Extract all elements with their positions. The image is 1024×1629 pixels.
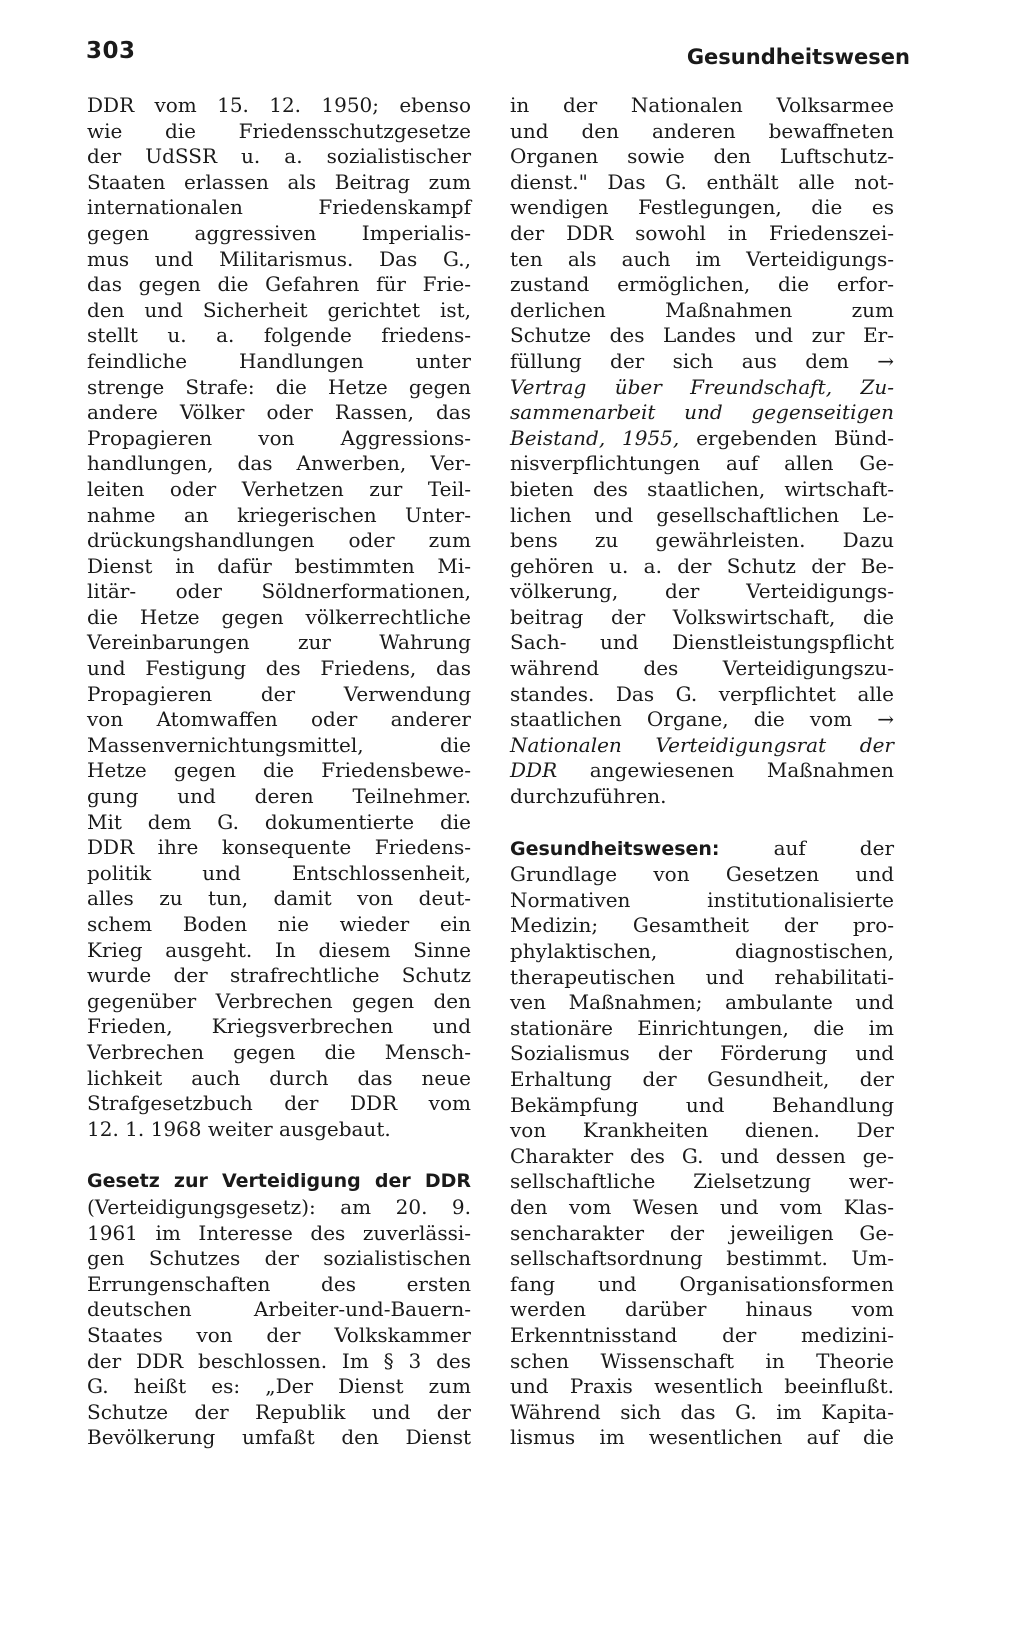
- cross-reference-fragment: DDR: [510, 758, 558, 783]
- entry-continuation-paragraph: [510, 93, 894, 810]
- text-line: politik und Entschlossenheit,: [87, 860, 471, 885]
- entry-headword: Gesetz zur Verteidigung der DDR: [87, 1170, 471, 1193]
- text-line: G. heißt es: „Der Dienst zum: [87, 1374, 471, 1399]
- text-line: lichkeit auch durch das neue: [87, 1065, 471, 1090]
- text-line: Verbrechen gegen die Mensch-: [87, 1039, 471, 1064]
- text-line: Schutze des Landes und zur Er-: [510, 323, 894, 348]
- text-line: Medizin; Gesamtheit der pro-: [510, 913, 894, 938]
- text-line: Frieden, Kriegsverbrechen und: [87, 1014, 471, 1039]
- text-line: andere Völker oder Rassen, das: [87, 400, 471, 425]
- text-line: Massenvernichtungsmittel, die: [87, 732, 471, 757]
- text-line: durchzuführen.: [510, 784, 667, 809]
- entry-continuation-paragraph: [87, 93, 471, 1142]
- cross-reference-arrow: →: [877, 348, 895, 373]
- text-line: wie die Friedensschutzgesetze: [87, 118, 471, 143]
- text-line: den vom Wesen und vom Klas-: [510, 1194, 894, 1219]
- text-line: gehören u. a. der Schutz der Be-: [510, 553, 894, 578]
- cross-reference-line: Vertrag über Freundschaft, Zu-: [510, 374, 894, 399]
- text-fragment: ergebenden Bünd-: [679, 425, 895, 450]
- text-line: während des Verteidigungszu-: [510, 656, 894, 681]
- running-head: Gesundheitswesen: [686, 45, 910, 69]
- text-line: gegenüber Verbrechen gegen den: [87, 988, 471, 1013]
- text-line: drückungshandlungen oder zum: [87, 528, 471, 553]
- text-line: phylaktischen, diagnostischen,: [510, 939, 894, 963]
- text-line: dienst." Das G. enthält alle not-: [510, 169, 894, 194]
- text-line: sencharakter der jeweiligen Ge-: [510, 1220, 894, 1245]
- text-line: stationäre Einrichtungen, die im: [510, 1015, 894, 1040]
- text-line: Normativen institutionalisierte: [510, 887, 894, 912]
- text-line: und den anderen bewaffneten: [510, 118, 894, 143]
- text-line: Charakter des G. und dessen ge-: [510, 1143, 894, 1168]
- text-line: bieten des staatlichen, wirtschaft-: [510, 476, 894, 501]
- text-line: lichen und gesellschaftlichen Le-: [510, 502, 894, 527]
- text-fragment: füllung der sich aus dem: [510, 348, 849, 373]
- text-line: DDR ihre konsequente Friedens-: [87, 835, 471, 860]
- text-line: gen Schutzes der sozialistischen: [87, 1246, 471, 1271]
- entry-gap: [87, 1142, 471, 1168]
- entry-gesundheitswesen: [510, 836, 894, 1451]
- text-line: in der Nationalen Volksarmee: [510, 93, 894, 117]
- text-line: nahme an kriegerischen Unter-: [87, 502, 471, 527]
- text-line: der UdSSR u. a. sozialistischer: [87, 144, 471, 169]
- text-line: Staaten erlassen als Beitrag zum: [87, 169, 471, 194]
- text-line: Erkenntnisstand der medizini-: [510, 1322, 894, 1347]
- text-line: handlungen, das Anwerben, Ver-: [87, 451, 471, 476]
- text-line: Schutze der Republik und der: [87, 1399, 471, 1424]
- text-line: und Praxis wesentlich beeinflußt.: [510, 1374, 894, 1399]
- text-line: Bekämpfung und Behandlung: [510, 1092, 894, 1117]
- text-line: gegen aggressiven Imperialis-: [87, 220, 471, 245]
- text-line-mixed: [510, 426, 894, 452]
- entry-body: [87, 1195, 471, 1451]
- text-line: völkerung, der Verteidigungs-: [510, 579, 894, 604]
- text-line: fang und Organisationsformen: [510, 1271, 894, 1296]
- text-line: 1961 im Interesse des zuverlässi-: [87, 1220, 471, 1245]
- text-line: zustand ermöglichen, die erfor-: [510, 272, 894, 297]
- text-line: beitrag der Volkswirtschaft, die: [510, 604, 894, 629]
- right-column: [510, 93, 894, 1451]
- text-line: das gegen die Gefahren für Frie-: [87, 272, 471, 297]
- text-line: Sach- und Dienstleistungspflicht: [510, 630, 894, 655]
- left-column: [87, 93, 471, 1451]
- text-line: ven Maßnahmen; ambulante und: [510, 990, 894, 1015]
- text-line: (Verteidigungsgesetz): am 20. 9.: [87, 1194, 471, 1219]
- page-number: 303: [86, 38, 136, 64]
- text-line-mixed: [510, 758, 894, 784]
- text-fragment: angewiesenen Maßnahmen: [557, 758, 894, 783]
- text-line: lismus im wesentlichen auf die: [510, 1425, 894, 1450]
- text-line: und Festigung des Friedens, das: [87, 656, 471, 681]
- text-line: sellschaftliche Zielsetzung wer-: [510, 1169, 894, 1194]
- text-line: schen Wissenschaft in Theorie: [510, 1348, 894, 1373]
- text-line: Vereinbarungen zur Wahrung: [87, 630, 471, 655]
- text-line: derlichen Maßnahmen zum: [510, 297, 894, 322]
- text-line: Krieg ausgeht. In diesem Sinne: [87, 937, 471, 962]
- text-line: ten als auch im Verteidigungs-: [510, 246, 894, 271]
- text-line: von Krankheiten dienen. Der: [510, 1118, 894, 1143]
- entry-gap: [510, 810, 894, 836]
- entry-body: [510, 862, 894, 1451]
- text-line: deutschen Arbeiter-und-Bauern-: [87, 1297, 471, 1322]
- text-line: Errungenschaften des ersten: [87, 1271, 471, 1296]
- text-line: bens zu gewährleisten. Dazu: [510, 528, 894, 553]
- text-line: feindliche Handlungen unter: [87, 348, 471, 373]
- text-line: schem Boden nie wieder ein: [87, 912, 471, 936]
- text-line: leiten oder Verhetzen zur Teil-: [87, 476, 471, 501]
- text-line: Sozialismus der Förderung und: [510, 1041, 894, 1066]
- cross-reference-arrow: →: [877, 707, 894, 732]
- text-line: Während sich das G. im Kapita-: [510, 1399, 894, 1424]
- text-line: der DDR sowohl in Friedenszei-: [510, 220, 894, 245]
- text-fragment: auf der: [773, 835, 894, 860]
- text-line: Propagieren der Verwendung: [87, 681, 471, 706]
- text-line: Grundlage von Gesetzen und: [510, 862, 894, 887]
- text-line: Bevölkerung umfaßt den Dienst: [87, 1425, 471, 1450]
- text-line: den und Sicherheit gerichtet ist,: [87, 297, 471, 322]
- text-line: Organen sowie den Luftschutz-: [510, 144, 894, 169]
- text-line: internationalen Friedenskampf: [87, 195, 471, 220]
- text-line: von Atomwaffen oder anderer: [87, 707, 471, 732]
- text-line: litär- oder Söldnerformationen,: [87, 579, 471, 604]
- text-line: Staates von der Volkskammer: [87, 1322, 471, 1347]
- text-line-with-arrow: [510, 707, 894, 733]
- text-line: Strafgesetzbuch der DDR vom: [87, 1091, 471, 1116]
- text-line-with-arrow: [510, 349, 894, 375]
- text-line: nisverpflichtungen auf allen Ge-: [510, 451, 894, 476]
- text-line: 12. 1. 1968 weiter ausgebaut.: [87, 1116, 391, 1141]
- text-line: werden darüber hinaus vom: [510, 1297, 894, 1322]
- text-line: Mit dem G. dokumentierte die: [87, 809, 471, 834]
- text-line: Dienst in dafür bestimmten Mi-: [87, 553, 471, 578]
- text-line: Erhaltung der Gesundheit, der: [510, 1066, 894, 1091]
- text-line: gung und deren Teilnehmer.: [87, 784, 471, 809]
- entry-first-line: [87, 1168, 471, 1195]
- text-fragment: staatlichen Organe, die vom: [510, 707, 853, 732]
- entry-headword: Gesundheitswesen:: [510, 837, 720, 860]
- text-line: sellschaftsordnung bestimmt. Um-: [510, 1246, 894, 1271]
- text-block: [510, 451, 894, 707]
- text-line: DDR vom 15. 12. 1950; ebenso: [87, 93, 471, 117]
- text-block: [510, 93, 894, 349]
- text-line: therapeutischen und rehabilitati-: [510, 964, 894, 989]
- text-line: strenge Strafe: die Hetze gegen: [87, 374, 471, 399]
- text-line: stellt u. a. folgende friedens-: [87, 323, 471, 348]
- entry-verteidigungsgesetz: [87, 1168, 471, 1451]
- text-line: standes. Das G. verpflichtet alle: [510, 681, 894, 706]
- text-line: die Hetze gegen völkerrechtliche: [87, 604, 471, 629]
- text-line: Propagieren von Aggressions-: [87, 425, 471, 450]
- cross-reference-line: sammenarbeit und gegenseitigen: [510, 400, 894, 425]
- text-line: wurde der strafrechtliche Schutz: [87, 963, 471, 988]
- cross-reference-line: Nationalen Verteidigungsrat der: [510, 732, 894, 757]
- text-line: wendigen Festlegungen, die es: [510, 195, 894, 220]
- text-line: alles zu tun, damit von deut-: [87, 886, 471, 911]
- text-line: der DDR beschlossen. Im § 3 des: [87, 1348, 471, 1373]
- text-line: Hetze gegen die Friedensbewe-: [87, 758, 471, 783]
- cross-reference-fragment: Beistand, 1955,: [510, 425, 680, 450]
- entry-first-line: [510, 836, 894, 863]
- text-line: mus und Militarismus. Das G.,: [87, 246, 471, 271]
